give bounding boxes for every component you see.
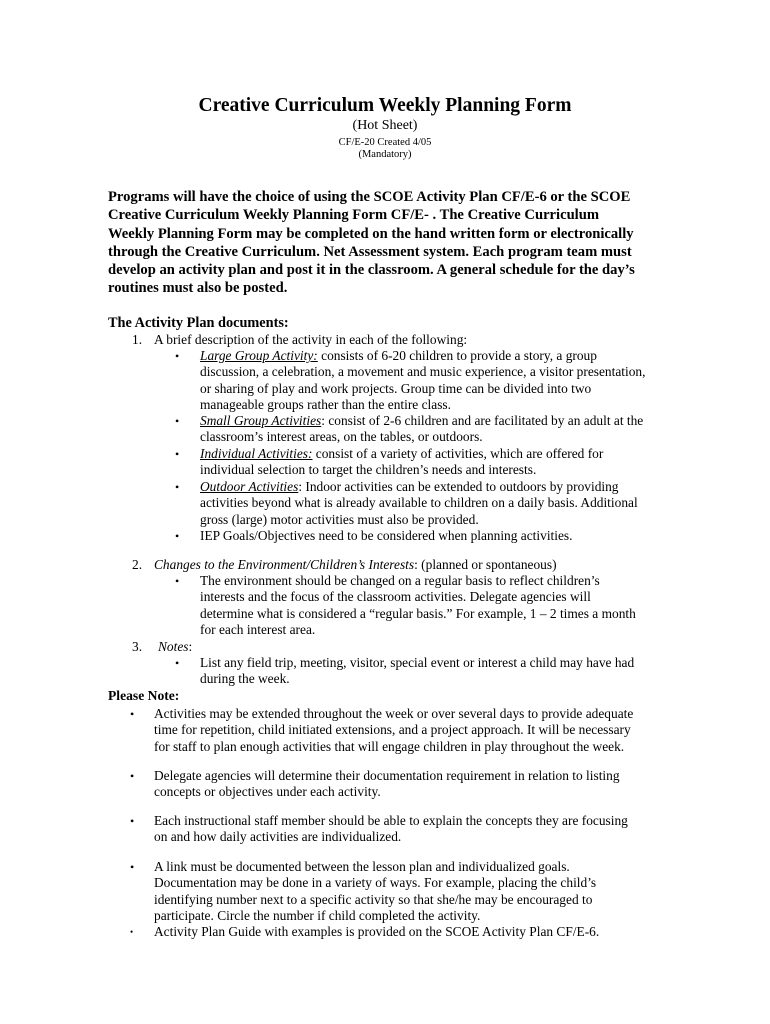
intro-line: Programs will have the choice of using the SCOE Activity Plan CF/E-6 or the SCOE: [108, 189, 631, 205]
note-line: time for repetition, child initiated extensions, and a project approach. It will be necessary: [154, 722, 631, 738]
note-item: [154, 768, 620, 801]
intro-line: routines must also be posted.: [108, 280, 288, 297]
bullet-line: : consist of 2-6 children and are facilitated by an adult at the: [321, 413, 644, 428]
bullet-icon: •: [130, 769, 135, 783]
item-text: :: [188, 639, 193, 654]
note-line: concepts or objectives under each activity.: [154, 784, 381, 800]
bullet-iep: [200, 528, 572, 544]
bullet-line: determine what is considered a “regular basis.” For example, 1 – 2 times a month: [200, 605, 636, 621]
note-item: [154, 859, 596, 924]
section-heading-please-note: Please Note:: [108, 688, 180, 703]
bullet-notes: [200, 655, 634, 688]
bullet-icon: •: [175, 349, 180, 363]
bullet-line: for each interest area.: [200, 621, 316, 637]
bullet-line: activities beyond what is already available to children on a daily basis. Additional: [200, 495, 638, 511]
list-item-text: A brief description of the activity in each of the following:: [154, 332, 468, 347]
list-item-text: [154, 557, 557, 573]
bullet-line: manageable groups rather than the entire class.: [200, 396, 451, 412]
intro-line: develop an activity plan and post it in the classroom. A general schedule for the day’s: [108, 262, 635, 279]
list-number: 2.: [132, 557, 143, 572]
bullet-icon: •: [175, 414, 180, 428]
bullet-line: gross (large) motor activities must also be provided.: [200, 511, 479, 527]
item-label: Notes: [158, 639, 189, 654]
note-line: Documentation may be done in a variety of ways. For example, placing the child’s: [154, 875, 597, 891]
bullet-line: discussion, a celebration, a movement and music experience, a visitor presentation,: [200, 364, 646, 380]
activity-label: Small Group Activities: [200, 413, 322, 428]
bullet-line: interests and the focus of the classroom activities. Delegate agencies will: [200, 589, 591, 605]
bullet-outdoor: [200, 479, 638, 528]
bullet-icon: •: [130, 860, 135, 874]
bullet-icon: •: [175, 574, 180, 588]
document-subtitle: (Hot Sheet): [352, 118, 418, 133]
item-label: Changes to the Environment/Children’s Interests: [154, 557, 415, 572]
bullet-small-group: [200, 413, 643, 446]
bullet-line: classroom’s interest areas, on the tables, or outdoors.: [200, 429, 483, 445]
bullet-environment: [200, 573, 636, 638]
note-line: participate. Circle the number if child completed the activity.: [154, 907, 481, 923]
note-line: A link must be documented between the lesson plan and individualized goals.: [154, 859, 570, 874]
form-code: CF/E-20 Created 4/05: [338, 137, 432, 148]
intro-line: through the Creative Curriculum. Net Assessment system. Each program team must: [108, 243, 632, 260]
bullet-icon: •: [130, 927, 134, 937]
bullet-line: or sharing of play and work projects. Group time can be divided into two: [200, 380, 592, 396]
note-line: Delegate agencies will determine their documentation requirement in relation to listing: [154, 768, 620, 783]
note-line: on and how daily activities are individualized.: [154, 829, 402, 845]
activity-label: Large Group Activity:: [200, 348, 318, 363]
bullet-icon: •: [130, 707, 135, 721]
intro-paragraph: [108, 188, 668, 298]
bullet-line: The environment should be changed on a regular basis to reflect children’s: [200, 573, 600, 588]
bullet-line: consists of 6-20 children to provide a story, a group: [317, 348, 597, 363]
mandatory-label: (Mandatory): [358, 149, 412, 160]
list-number: 3.: [132, 639, 143, 654]
bullet-individual: [200, 446, 603, 479]
bullet-large-group: [200, 348, 645, 413]
note-item: [154, 813, 628, 846]
bullet-line: : Indoor activities can be extended to outdoors by providing: [298, 479, 619, 494]
bullet-line: IEP Goals/Objectives need to be considered when planning activities.: [200, 528, 573, 543]
bullet-line: during the week.: [200, 671, 290, 687]
note-line: identifying number next to a specific activity so that she/he may be encouraged to: [154, 891, 593, 907]
bullet-line: List any field trip, meeting, visitor, special event or interest a child may have had: [200, 655, 635, 670]
activity-label: Individual Activities:: [200, 446, 313, 461]
activity-label: Outdoor Activities: [200, 479, 299, 494]
section-heading-activity-plan: The Activity Plan documents:: [108, 315, 289, 331]
note-item: [154, 706, 633, 755]
bullet-icon: •: [175, 656, 180, 670]
note-item: [154, 924, 599, 940]
intro-line: Weekly Planning Form may be completed on the hand written form or electronically: [108, 225, 634, 242]
intro-line: Creative Curriculum Weekly Planning Form CF/E- . The Creative Curriculum: [108, 207, 600, 224]
item-text: : (planned or spontaneous): [414, 557, 557, 572]
bullet-icon: •: [175, 480, 180, 494]
list-number: 1.: [132, 332, 143, 347]
document-title: Creative Curriculum Weekly Planning Form: [198, 95, 572, 116]
note-line: Activities may be extended throughout the week or over several days to provide adequate: [154, 706, 634, 721]
bullet-icon: •: [175, 447, 180, 461]
note-line: Activity Plan Guide with examples is provided on the SCOE Activity Plan CF/E-6.: [154, 924, 600, 939]
note-line: Each instructional staff member should be able to explain the concepts they are focusing: [154, 813, 628, 828]
bullet-line: consist of a variety of activities, which are offered for: [312, 446, 604, 461]
bullet-line: individual selection to target the children’s needs and interests.: [200, 462, 537, 478]
bullet-icon: •: [175, 529, 180, 543]
list-item-text: [158, 639, 192, 655]
note-line: for staff to plan enough activities that will engage children in play throughout the week.: [154, 738, 625, 754]
bullet-icon: •: [130, 814, 135, 828]
